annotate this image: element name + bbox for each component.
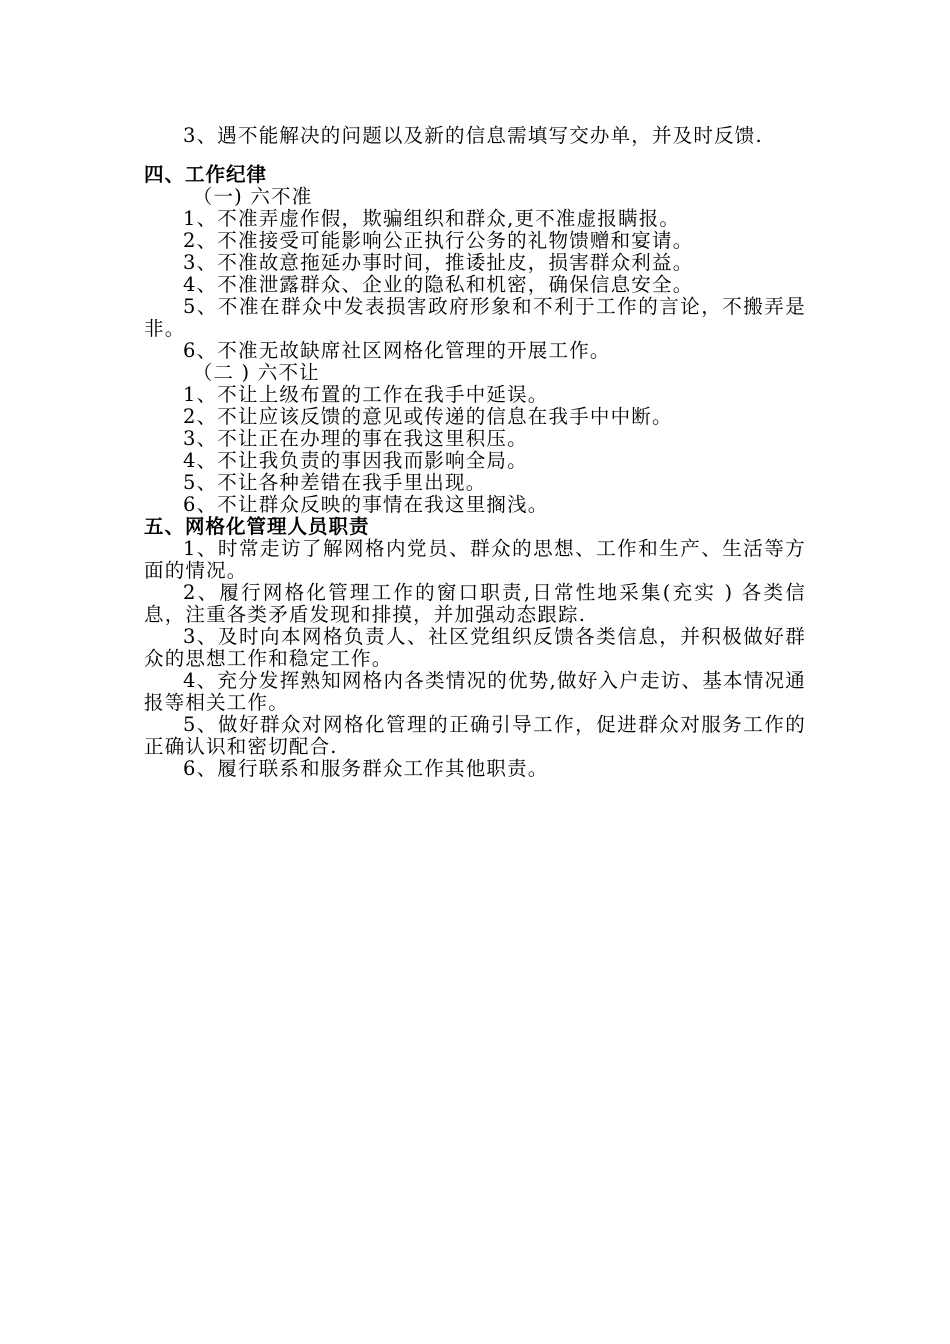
- rule-item-3: 3、不准故意拖延办事时间，推诿扯皮，损害群众利益。: [183, 251, 694, 274]
- duty-item-6: 6、履行联系和服务群众工作其他职责。: [183, 757, 549, 780]
- section-4-heading: 四、工作纪律: [144, 163, 268, 186]
- rule-item-6: 6、不准无故缺席社区网格化管理的开展工作。: [183, 339, 611, 362]
- rule2-item-2: 2、不让应该反馈的意见或传递的信息在我手中中断。: [183, 405, 673, 428]
- duty-item-3: 3、及时向本网格负责人、社区党组织反馈各类信息，并积极做好群众的思想工作和稳定工作。: [144, 625, 806, 670]
- rule-item-2: 2、不准接受可能影响公正执行公务的礼物馈赠和宴请。: [183, 229, 694, 252]
- subsection-2-heading: （二 ) 六不让: [192, 361, 320, 384]
- rule2-item-5: 5、不让各种差错在我手里出现。: [183, 471, 487, 494]
- duty-item-4: 4、充分发挥熟知网格内各类情况的优势,做好入户走访、基本情况通报等相关工作。: [144, 669, 806, 714]
- subsection-1-heading: （一) 六不准: [192, 185, 313, 208]
- rule2-item-3: 3、不让正在办理的事在我这里积压。: [183, 427, 528, 450]
- duty-item-5: 5、做好群众对网格化管理的正确引导工作，促进群众对服务工作的正确认识和密切配合.: [144, 713, 806, 758]
- rule-item-4: 4、不准泄露群众、企业的隐私和机密，确保信息安全。: [183, 273, 694, 296]
- intro-item: 3、遇不能解决的问题以及新的信息需填写交办单，并及时反馈.: [183, 124, 763, 147]
- rule2-item-1: 1、不让上级布置的工作在我手中延误。: [183, 383, 549, 406]
- rule-item-5: 5、不准在群众中发表损害政府形象和不利于工作的言论，不搬弄是非。: [144, 295, 806, 340]
- rule2-item-6: 6、不让群众反映的事情在我这里搁浅。: [183, 493, 549, 516]
- duty-item-1: 1、时常走访了解网格内党员、群众的思想、工作和生产、生活等方面的情况。: [144, 537, 806, 582]
- rule-item-1: 1、不准弄虚作假，欺骗组织和群众,更不准虚报瞒报。: [183, 207, 681, 230]
- rule2-item-4: 4、不让我负责的事因我而影响全局。: [183, 449, 528, 472]
- document-body: [144, 122, 806, 780]
- section-5-heading: 五、网格化管理人员职责: [144, 515, 370, 538]
- duty-item-2: 2、履行网格化管理工作的窗口职责,日常性地采集(充实 ) 各类信息，注重各类矛盾发现和排摸，并加强动态跟踪.: [144, 581, 806, 626]
